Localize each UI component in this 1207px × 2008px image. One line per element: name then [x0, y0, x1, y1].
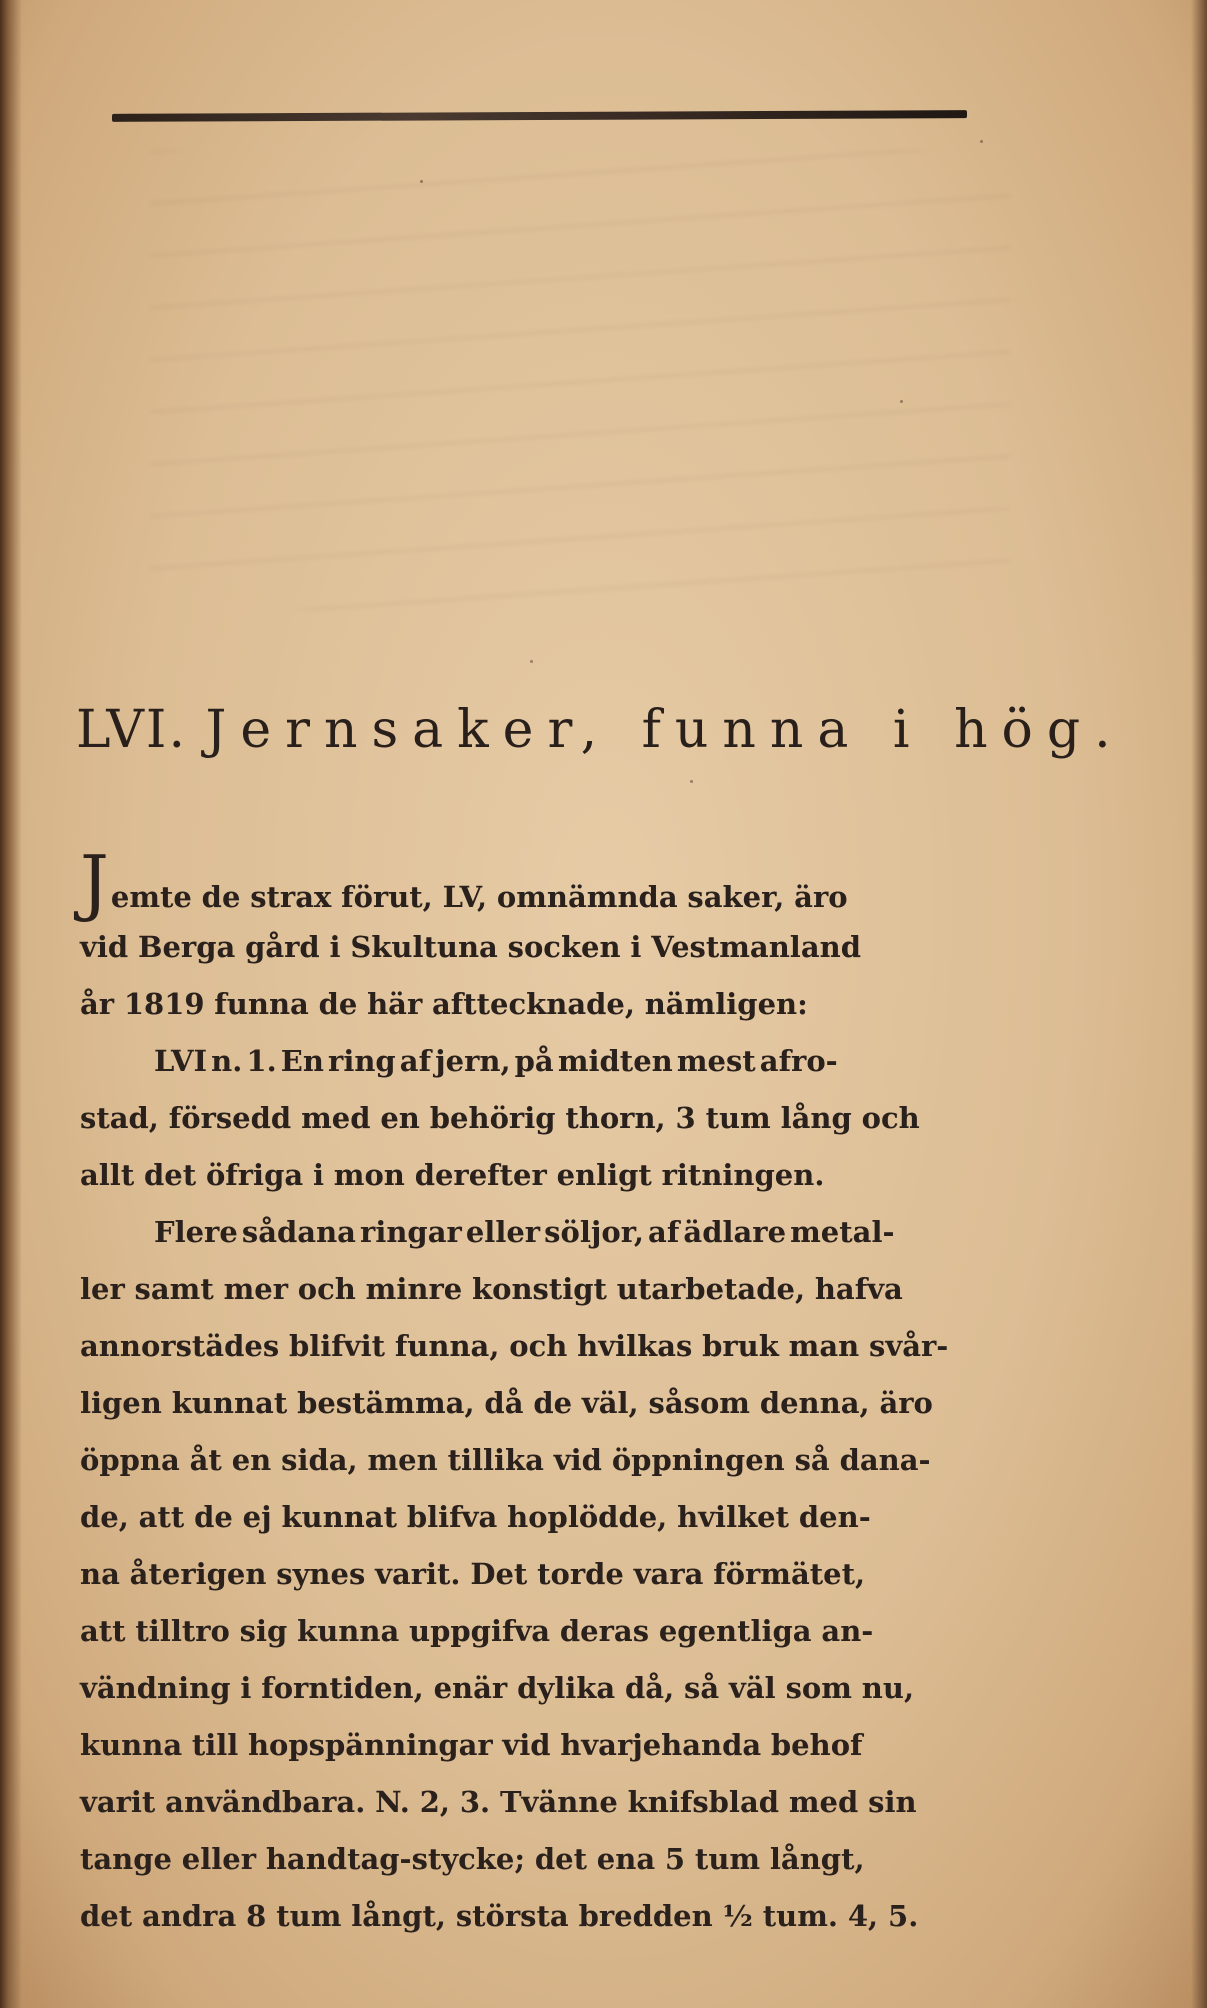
line-text: stad, försedd med en behörig thorn, 3 tum lång och	[80, 1101, 920, 1135]
line-text: vändning i forntiden, enär dylika då, så väl som nu,	[80, 1671, 915, 1705]
section-heading	[76, 700, 1125, 760]
section-title: Jernsaker, funna i hög.	[205, 700, 1125, 760]
body-text	[80, 840, 1040, 1945]
text-line	[80, 1489, 1040, 1546]
line-text: ler samt mer och minre konstigt utarbetade, hafva	[80, 1272, 903, 1306]
line-text: allt det öfriga i mon derefter enligt ritningen.	[80, 1158, 825, 1192]
text-line	[80, 919, 1040, 976]
text-line	[80, 1546, 1040, 1603]
line-text: år 1819 funna de här afttecknade, nämligen:	[80, 987, 808, 1021]
line-text: kunna till hopspänningar vid hvarjehanda behof	[80, 1728, 863, 1762]
text-line	[80, 1261, 1040, 1318]
section-number: LVI.	[76, 700, 187, 760]
text-line	[80, 1147, 1040, 1204]
text-line	[80, 840, 1040, 924]
line-text: LVI n. 1. En ring af jern, på midten mest afro-	[154, 1044, 838, 1078]
paper-fleck	[420, 180, 423, 183]
paper-fleck	[980, 140, 983, 143]
text-line	[80, 1204, 1040, 1261]
text-line	[80, 1717, 1040, 1774]
paper-fleck	[900, 400, 903, 403]
text-line	[80, 1774, 1040, 1831]
text-line	[80, 1318, 1040, 1375]
line-text: de, att de ej kunnat blifva hoplödde, hvilket den-	[80, 1500, 871, 1534]
line-text: det andra 8 tum långt, största bredden ½ tum. 4, 5.	[80, 1899, 919, 1933]
text-line	[80, 1603, 1040, 1660]
line-text: na återigen synes varit. Det torde vara förmätet,	[80, 1557, 866, 1591]
text-line	[80, 1090, 1040, 1147]
paper-fleck	[690, 780, 693, 783]
line-text: tange eller handtag-stycke; det ena 5 tum långt,	[80, 1842, 865, 1876]
line-text: ligen kunnat bestämma, då de väl, såsom denna, äro	[80, 1386, 933, 1420]
show-through-bleed	[150, 150, 1010, 610]
text-line	[80, 1888, 1040, 1945]
line-text: annorstädes blifvit funna, och hvilkas bruk man svår-	[80, 1329, 949, 1363]
header-rule	[112, 110, 967, 122]
text-line	[80, 976, 1040, 1033]
text-line	[80, 1033, 1040, 1090]
line-text: varit användbara. N. 2, 3. Tvänne knifsblad med sin	[80, 1785, 917, 1819]
text-line	[80, 1375, 1040, 1432]
line-text: vid Berga gård i Skultuna socken i Vestmanland	[80, 930, 861, 964]
line-text: emte de strax förut, LV, omnämnda saker, äro	[110, 880, 848, 914]
line-text: öppna åt en sida, men tillika vid öppningen så dana-	[80, 1443, 931, 1477]
drop-cap: J	[80, 840, 109, 924]
text-line	[80, 1432, 1040, 1489]
page-edge-shadow	[1191, 0, 1207, 2008]
text-line	[80, 1660, 1040, 1717]
paper-fleck	[530, 660, 533, 663]
page-gutter-shadow	[0, 0, 22, 2008]
text-line	[80, 1831, 1040, 1888]
line-text: att tilltro sig kunna uppgifva deras egentliga an-	[80, 1614, 874, 1648]
line-text: Flere sådana ringar eller söljor, af ädlare metal-	[154, 1215, 895, 1249]
